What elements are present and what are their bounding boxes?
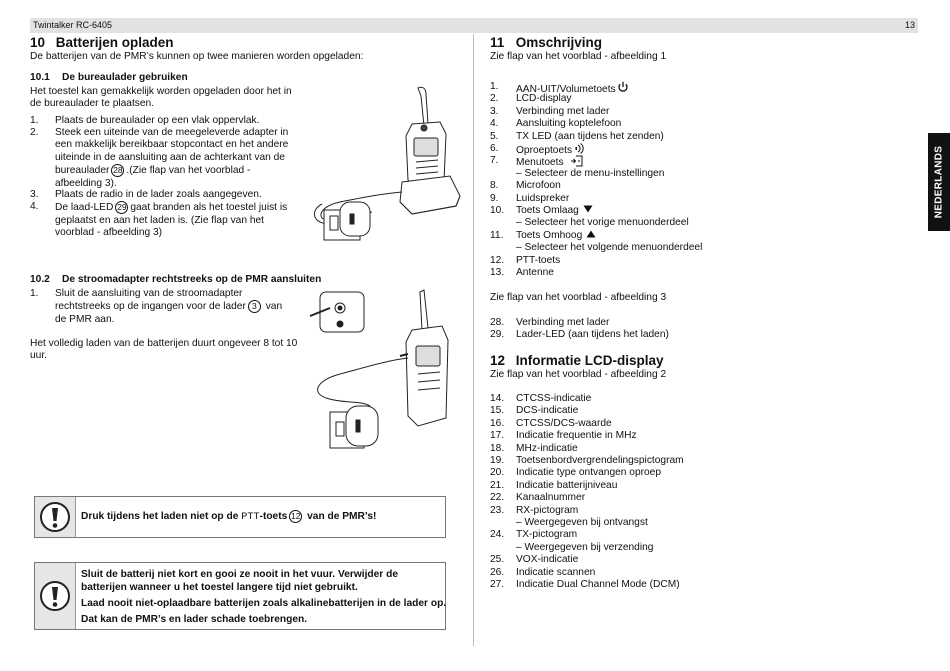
- triangle-up-icon: [582, 230, 596, 241]
- list-item-text: LCD-display: [516, 93, 572, 105]
- list-item-text: Luidspreker: [516, 192, 570, 204]
- list-item-number: 1.: [490, 81, 499, 92]
- warning-text: Druk tijdens het laden niet op de PTT-toets 12 van de PMR’s!: [81, 511, 377, 524]
- list-item-text: Antenne: [516, 267, 554, 278]
- list-item-number: 25.: [490, 554, 505, 566]
- list-item-number: 13.: [490, 267, 505, 278]
- list-item-number: 11.: [490, 229, 504, 241]
- list-item-text: PTT-toets: [516, 254, 561, 266]
- list-item-text: Lader-LED (aan tijdens het laden): [516, 329, 669, 341]
- list-item-number: 23.: [490, 504, 505, 516]
- list-item-number: 28.: [490, 317, 505, 328]
- list-item-number: 5.: [490, 130, 499, 142]
- section-12-subtitle: Zie flap van het voorblad - afbeelding 2: [490, 369, 667, 380]
- list-item-text: TX LED (aan tijdens het zenden): [516, 130, 664, 142]
- warning-icon: [35, 563, 76, 629]
- language-tab: NEDERLANDS: [928, 133, 950, 231]
- call-icon: [572, 145, 586, 156]
- warning-icon: [35, 497, 76, 537]
- list-item-text: RX-pictogram: [516, 504, 579, 516]
- triangle-down-icon: [579, 205, 593, 216]
- list-item-text: DCS-indicatie: [516, 405, 579, 417]
- charging-time-note: Het volledig laden van de batterijen duurt ongeveer 8 tot 10: [30, 338, 298, 349]
- list-item-text: Microfoon: [516, 180, 561, 192]
- list-item-text: Verbinding met lader: [516, 105, 610, 117]
- list-item-number: 14.: [490, 393, 505, 404]
- list-item-text: Kanaalnummer: [516, 492, 586, 504]
- list-item-text: Indicatie Dual Channel Mode (DCM): [516, 579, 680, 590]
- list-item-number: 27.: [490, 579, 505, 590]
- list-item-text: Indicatie type ontvangen oproep: [516, 467, 661, 479]
- list-subitem-text: – Weergegeven bij ontvangst: [516, 517, 648, 528]
- list-item-number: 6.: [490, 143, 499, 154]
- list-item-number: 17.: [490, 430, 505, 442]
- list-item-text: Indicatie frequentie in MHz: [516, 430, 637, 442]
- list-item-text: CTCSS-indicatie: [516, 393, 592, 404]
- list-item-number: 7.: [490, 155, 499, 167]
- section-10-1-heading: 10.1 De bureaulader gebruiken: [30, 72, 188, 83]
- section-10-1-intro-line: de bureaulader te plaatsen.: [30, 98, 155, 109]
- list-item-number: 29.: [490, 329, 505, 341]
- list-item-text: Indicatie scannen: [516, 566, 596, 578]
- warning-box-ptt: [34, 496, 446, 538]
- list-item-text: Toets Omlaag: [516, 205, 579, 216]
- list-subitem-text: – Selecteer het vorige menuonderdeel: [516, 217, 689, 229]
- list-item-text: Indicatie batterijniveau: [516, 479, 618, 491]
- column-divider: [473, 34, 474, 646]
- list-item-number: 22.: [490, 492, 505, 504]
- list-item-text: Menutoets: [516, 157, 564, 169]
- reference-number-badge: 12: [291, 511, 301, 521]
- reference-number-badge: 28: [113, 165, 123, 176]
- list-item-text: VOX-indicatie: [516, 554, 579, 566]
- list-item-number: 8.: [490, 180, 499, 192]
- section-11-subtitle: Zie flap van het voorblad - afbeelding 1: [490, 51, 667, 62]
- list-item-text: Toets Omhoog: [516, 229, 583, 241]
- list-item-number: 16.: [490, 417, 505, 429]
- list-item-number: 26.: [490, 566, 505, 578]
- list-item-number: 19.: [490, 455, 505, 466]
- list-subitem-text: – Selecteer het volgende menuonderdeel: [516, 242, 703, 254]
- list-item-number: 24.: [490, 529, 505, 541]
- power-icon: [616, 84, 629, 95]
- list-item-number: 9.: [490, 192, 499, 204]
- list-item-number: 15.: [490, 405, 505, 417]
- section-10-intro: De batterijen van de PMR’s kunnen op twee manieren worden opgeladen:: [30, 51, 364, 62]
- list-subitem-text: – Weergegeven bij verzending: [516, 541, 654, 553]
- list-item-number: 10.: [490, 205, 505, 216]
- list-item-number: 3.: [490, 105, 499, 117]
- section-10-2-heading: 10.2 De stroomadapter rechtstreeks op de PMR aansluiten: [30, 274, 322, 285]
- reference-number-badge: 3: [248, 300, 261, 313]
- list-item-number: 18.: [490, 442, 505, 454]
- menu-icon: [564, 157, 584, 168]
- section-11-subtitle-fig3: Zie flap van het voorblad - afbeelding 3: [490, 292, 667, 303]
- list-item-text: Oproeptoets: [516, 145, 573, 156]
- list-item-number: 21.: [490, 479, 505, 491]
- list-item-text: Aansluiting koptelefoon: [516, 118, 622, 130]
- warning-box-battery: [34, 562, 446, 630]
- list-item-number: 2.: [490, 93, 499, 105]
- section-10-1-intro-line: Het toestel kan gemakkelijk worden opgeladen door het in: [30, 86, 292, 97]
- list-item-text: CTCSS/DCS-waarde: [516, 417, 612, 429]
- list-subitem-text: – Selecteer de menu-instellingen: [516, 167, 665, 179]
- section-10-heading: 10 Batterijen opladen: [30, 35, 174, 50]
- list-item-number: 20.: [490, 467, 505, 479]
- running-header: [30, 18, 918, 33]
- header-product-name: Twintalker RC-6405: [33, 20, 113, 30]
- list-item-number: 12.: [490, 254, 505, 266]
- section-12-heading: 12 Informatie LCD-display: [490, 353, 664, 368]
- list-item-text: AAN-UIT/Volumetoets: [516, 84, 616, 95]
- list-item-number: 4.: [490, 118, 499, 130]
- list-item-text: Verbinding met lader: [516, 317, 610, 328]
- desk-charger-illustration: [300, 84, 465, 254]
- reference-number-badge: 29: [117, 202, 127, 212]
- warning-text: Sluit de batterij niet kort en gooi ze nooit in het vuur. Verwijder de batterijen wanneer u het toestel langere tijd niet gebruikt. Laad nooit niet-oplaadbare batterijen zoals alkalinebatterijen in de lader op. Dat kan de PMR’s en lader schade toebrengen.: [81, 569, 447, 625]
- list-item-text: Toetsenbordvergrendelingspictogram: [516, 455, 684, 466]
- page-number: 13: [904, 20, 915, 30]
- list-item-text: MHz-indicatie: [516, 442, 578, 454]
- section-11-heading: 11 Omschrijving: [490, 35, 603, 50]
- direct-adapter-illustration: [300, 288, 465, 456]
- list-item-text: TX-pictogram: [516, 529, 578, 541]
- charging-time-note: uur.: [30, 350, 47, 361]
